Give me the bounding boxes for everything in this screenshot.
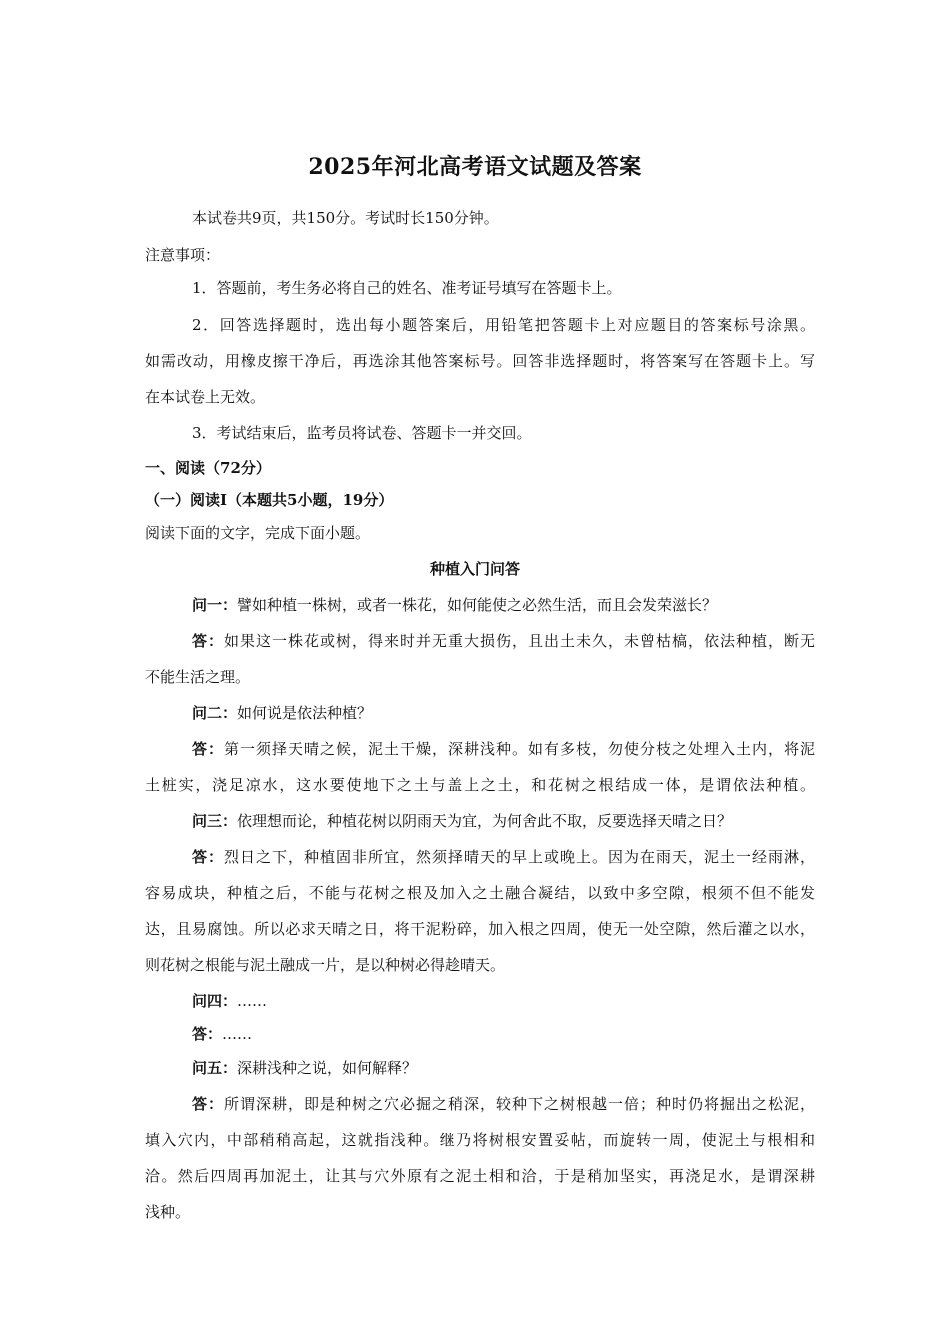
answer-text: …… [222, 1025, 253, 1043]
question-label: 问四： [192, 992, 238, 1010]
question-3 [192, 811, 815, 831]
answer-5-line-2: 填入穴内，中部稍稍高起，这就指浅种。继乃将树根安置妥帖，而旋转一周，使泥土与根相和 [145, 1131, 815, 1149]
answer-5-line-3: 洽。然后四周再加泥土，让其与穴外原有之泥土相和洽，于是稍加坚实，再浇足水，是谓深耕 [145, 1167, 815, 1185]
answer-text: 如果这一株花或树，得来时并无重大损伤，且出土未久，未曾枯槁，依法种植，断无 [224, 632, 815, 650]
answer-label: 答： [192, 1095, 224, 1113]
exam-intro: 本试卷共9页，共150分。考试时长150分钟。 [192, 209, 499, 227]
question-2 [192, 703, 815, 723]
answer-3-line-4: 则花树之根能与泥土融成一片，是以种树必得趁晴天。 [145, 956, 506, 974]
question-4 [192, 991, 815, 1011]
notice-item-1: 1．答题前，考生务必将自己的姓名、准考证号填写在答题卡上。 [192, 279, 622, 297]
answer-label: 答： [192, 848, 224, 866]
notice-item-2-line-1: 2．回答选择题时，选出每小题答案后，用铅笔把答题卡上对应题目的答案标号涂黑。 [192, 316, 815, 334]
answer-5-line-4: 浅种。 [145, 1203, 191, 1221]
answer-1-line-1 [192, 631, 815, 651]
answer-2-line-2: 土桩实，浇足凉水，这水要使地下之土与盖上之土，和花树之根结成一体，是谓依法种植。 [145, 776, 815, 794]
answer-label: 答： [192, 1025, 223, 1043]
answer-text: 所谓深耕，即是种树之穴必掘之稍深，较种下之树根越一倍；种时仍将掘出之松泥， [224, 1095, 815, 1113]
notice-heading: 注意事项： [145, 246, 221, 264]
question-label: 问二： [192, 704, 238, 722]
document-title: 2025年河北高考语文试题及答案 [308, 154, 642, 180]
answer-3-line-3: 达，且易腐蚀。所以必求天晴之日，将干泥粉碎，加入根之四周，使无一处空隙，然后灌之以水， [145, 920, 815, 938]
question-text: 如何说是依法种植？ [237, 704, 373, 722]
notice-item-3: 3．考试结束后，监考员将试卷、答题卡一并交回。 [192, 424, 532, 442]
section-heading: 一、阅读（72分） [145, 459, 271, 477]
question-text: 譬如种植一株树，或者一株花，如何能使之必然生活，而且会发荣滋长？ [237, 596, 718, 614]
question-label: 问三： [192, 812, 238, 830]
answer-label: 答： [192, 632, 224, 650]
passage-title: 种植入门问答 [429, 560, 520, 578]
answer-2-line-1 [192, 739, 815, 759]
notice-item-2-line-2: 如需改动，用橡皮擦干净后，再选涂其他答案标号。回答非选择题时，将答案写在答题卡上。写 [145, 352, 815, 370]
answer-text: 第一须择天晴之候，泥土干燥，深耕浅种。如有多枝，勿使分枝之处埋入土内，将泥 [224, 740, 815, 758]
answer-label: 答： [192, 740, 224, 758]
notice-item-2-line-3: 在本试卷上无效。 [145, 388, 266, 406]
question-5 [192, 1058, 815, 1078]
subsection-heading: （一）阅读Ⅰ（本题共5小题，19分） [145, 491, 394, 509]
answer-4 [192, 1024, 815, 1044]
reading-instruction: 阅读下面的文字，完成下面小题。 [145, 524, 371, 542]
question-text: 依理想而论，种植花树以阴雨天为宜，为何舍此不取，反要选择天晴之日？ [237, 812, 733, 830]
answer-5-line-1 [192, 1094, 815, 1114]
answer-3-line-2: 容易成块，种植之后，不能与花树之根及加入之土融合凝结，以致中多空隙，根须不但不能发 [145, 884, 815, 902]
answer-1-line-2: 不能生活之理。 [145, 668, 251, 686]
question-text: …… [237, 992, 268, 1010]
question-text: 深耕浅种之说，如何解释？ [237, 1059, 418, 1077]
question-label: 问五： [192, 1059, 238, 1077]
answer-3-line-1 [192, 847, 815, 867]
question-label: 问一： [192, 596, 238, 614]
answer-text: 烈日之下，种植固非所宜，然须择晴天的早上或晚上。因为在雨天，泥土一经雨淋， [224, 848, 815, 866]
question-1 [192, 595, 815, 615]
